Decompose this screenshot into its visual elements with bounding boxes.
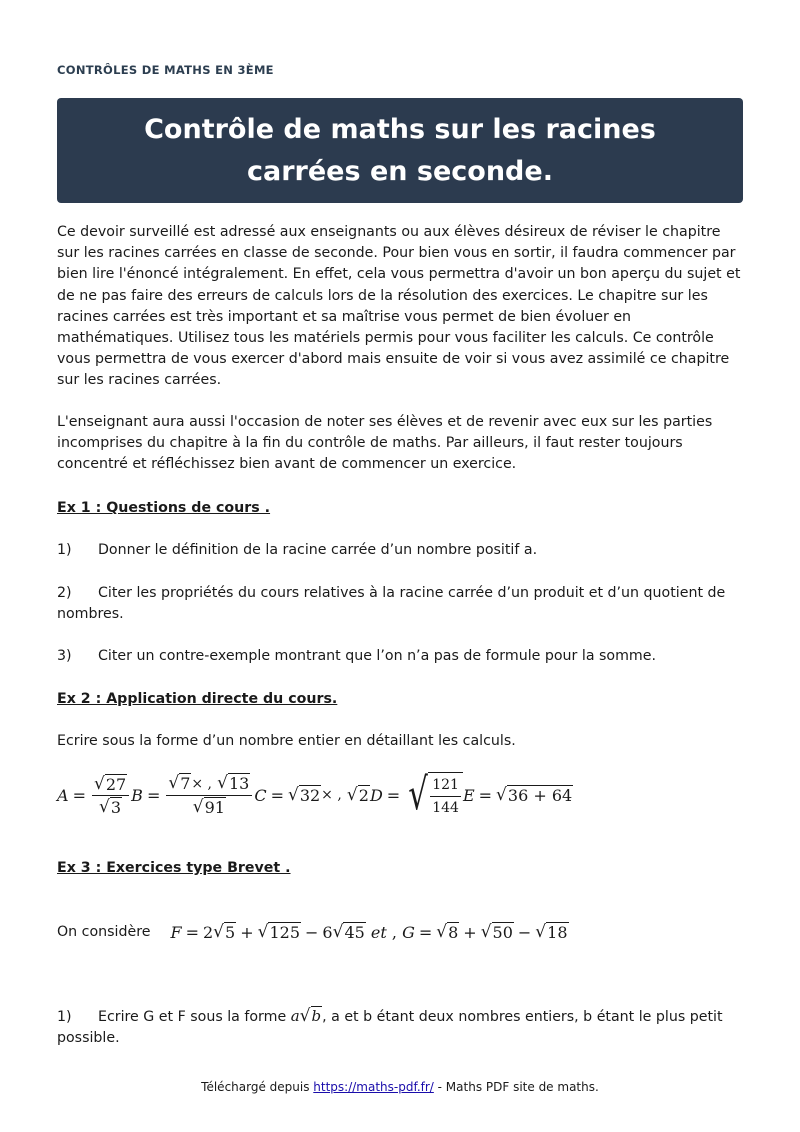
sqrt-icon: √ xyxy=(93,773,105,794)
sqrt-icon: √ xyxy=(332,922,344,942)
ex1-question-2 xyxy=(57,583,747,625)
sqrt-icon: √ xyxy=(480,922,492,942)
question-number: 1) xyxy=(57,1009,72,1025)
page-title: Contrôle de maths sur les racines carrées en seconde. xyxy=(144,113,656,187)
sqrt-icon: √ xyxy=(436,922,448,942)
var-d: D xyxy=(369,785,383,805)
intro-paragraph-2: L'enseignant aura aussi l'occasion de noter ses élèves et de revenir avec eux sur les parties incomprises du chapitre à la fin du contrôle de maths. Par ailleurs, il faut rester toujours concentré et réfléchissez bien avant de commencer un exercice. xyxy=(57,414,713,473)
var-a: A xyxy=(57,785,69,805)
var-b: B xyxy=(131,785,143,805)
sqrt-icon: √ xyxy=(535,922,547,942)
category-kicker: CONTRÔLES DE MATHS EN 3ÈME xyxy=(57,63,274,77)
sqrt-icon: √ xyxy=(287,785,299,805)
sqrt-icon: √ xyxy=(192,797,204,817)
var-e: E xyxy=(462,785,475,805)
ex3-heading: Ex 3 : Exercices type Brevet . xyxy=(57,860,291,876)
consider-label: On considère xyxy=(57,924,151,940)
ex3-question-1: 1) Ecrire G et F sous la forme a √ b , a et b étant deux nombres entiers, b étant le plus petit possible. xyxy=(57,1006,723,1047)
sqrt-icon: √ xyxy=(99,796,110,817)
sqrt-icon: √ xyxy=(257,922,269,942)
sqrt-icon: √ xyxy=(408,769,429,820)
sqrt-icon: √ xyxy=(213,922,225,942)
var-c: C xyxy=(254,785,267,805)
fraction-b: √ 7 × , √ 13 √ 91 xyxy=(166,773,252,817)
intro-paragraph-1: Ce devoir surveillé est adressé aux enseignants ou aux élèves désireux de réviser le chapitre sur les racines carrées en classe de seconde. Pour bien vous en sortir, il faudra commencer par bien lire l'énoncé intégralement. En effet, cela vous permettra d'avoir un bon aperçu du sujet et de ne pas faire des erreurs de calculs lors de la résolution des exercices. Le chapitre sur les racines carrées est très important et sa maîtrise vous permet de bien évoluer en mathématiques. Utilisez tous les matériels permis pour vous faciliter les calculs. Ce contrôle vous permettra de vous exercer d'abord mais ensuite de voir si vous avez assimilé ce chapitre sur les racines carrées. xyxy=(57,224,741,389)
sqrt-fraction-d: √ $\frac{121}{144}$ xyxy=(404,772,463,818)
title-banner xyxy=(57,98,743,203)
document-page xyxy=(57,0,743,1132)
ex2-expressions: A = √ 27 √ 3 B = √ 7 × , √ 13 √ 91 C = √ 32 × , √ 2 D = √ $\frac{121}{144}$ E = √ 36 + 64 xyxy=(57,769,573,820)
ex2-instruction: Ecrire sous la forme d’un nombre entier en détaillant les calculs. xyxy=(57,733,516,749)
question-text: Citer un contre-exemple montrant que l’on n’a pas de formule pour la somme. xyxy=(98,648,656,664)
question-number: 2) xyxy=(57,585,72,601)
ex3-definitions xyxy=(57,922,569,942)
sqrt-icon: √ xyxy=(299,1006,311,1026)
page-footer: Téléchargé depuis https://maths-pdf.fr/ - Maths PDF site de maths. xyxy=(201,1080,599,1094)
ex1-question-1 xyxy=(57,540,747,561)
sqrt-icon: √ xyxy=(168,773,180,793)
expressions-f-g: F = 2 √ 5 + √ 125 − 6 √ 45 et , G = √ 8 + √ 50 − √ 18 xyxy=(170,922,568,942)
fraction-a: √ 27 √ 3 xyxy=(92,774,129,817)
sqrt-icon: √ xyxy=(346,785,358,805)
question-text: Donner le définition de la racine carrée d’un nombre positif a. xyxy=(98,542,538,558)
form-a-sqrt-b: a √ b xyxy=(290,1006,322,1026)
source-link[interactable]: https://maths-pdf.fr/ xyxy=(313,1080,434,1094)
question-number: 3) xyxy=(57,648,72,664)
ex2-heading: Ex 2 : Application directe du cours. xyxy=(57,691,338,707)
question-number: 1) xyxy=(57,542,72,558)
sqrt-icon: √ xyxy=(496,785,507,805)
sqrt-icon: √ xyxy=(217,773,228,793)
ex1-heading: Ex 1 : Questions de cours . xyxy=(57,500,271,516)
question-text: Citer les propriétés du cours relatives à la racine carrée d’un produit et d’un quotient de nombres. xyxy=(57,585,726,623)
ex1-question-3 xyxy=(57,646,747,667)
